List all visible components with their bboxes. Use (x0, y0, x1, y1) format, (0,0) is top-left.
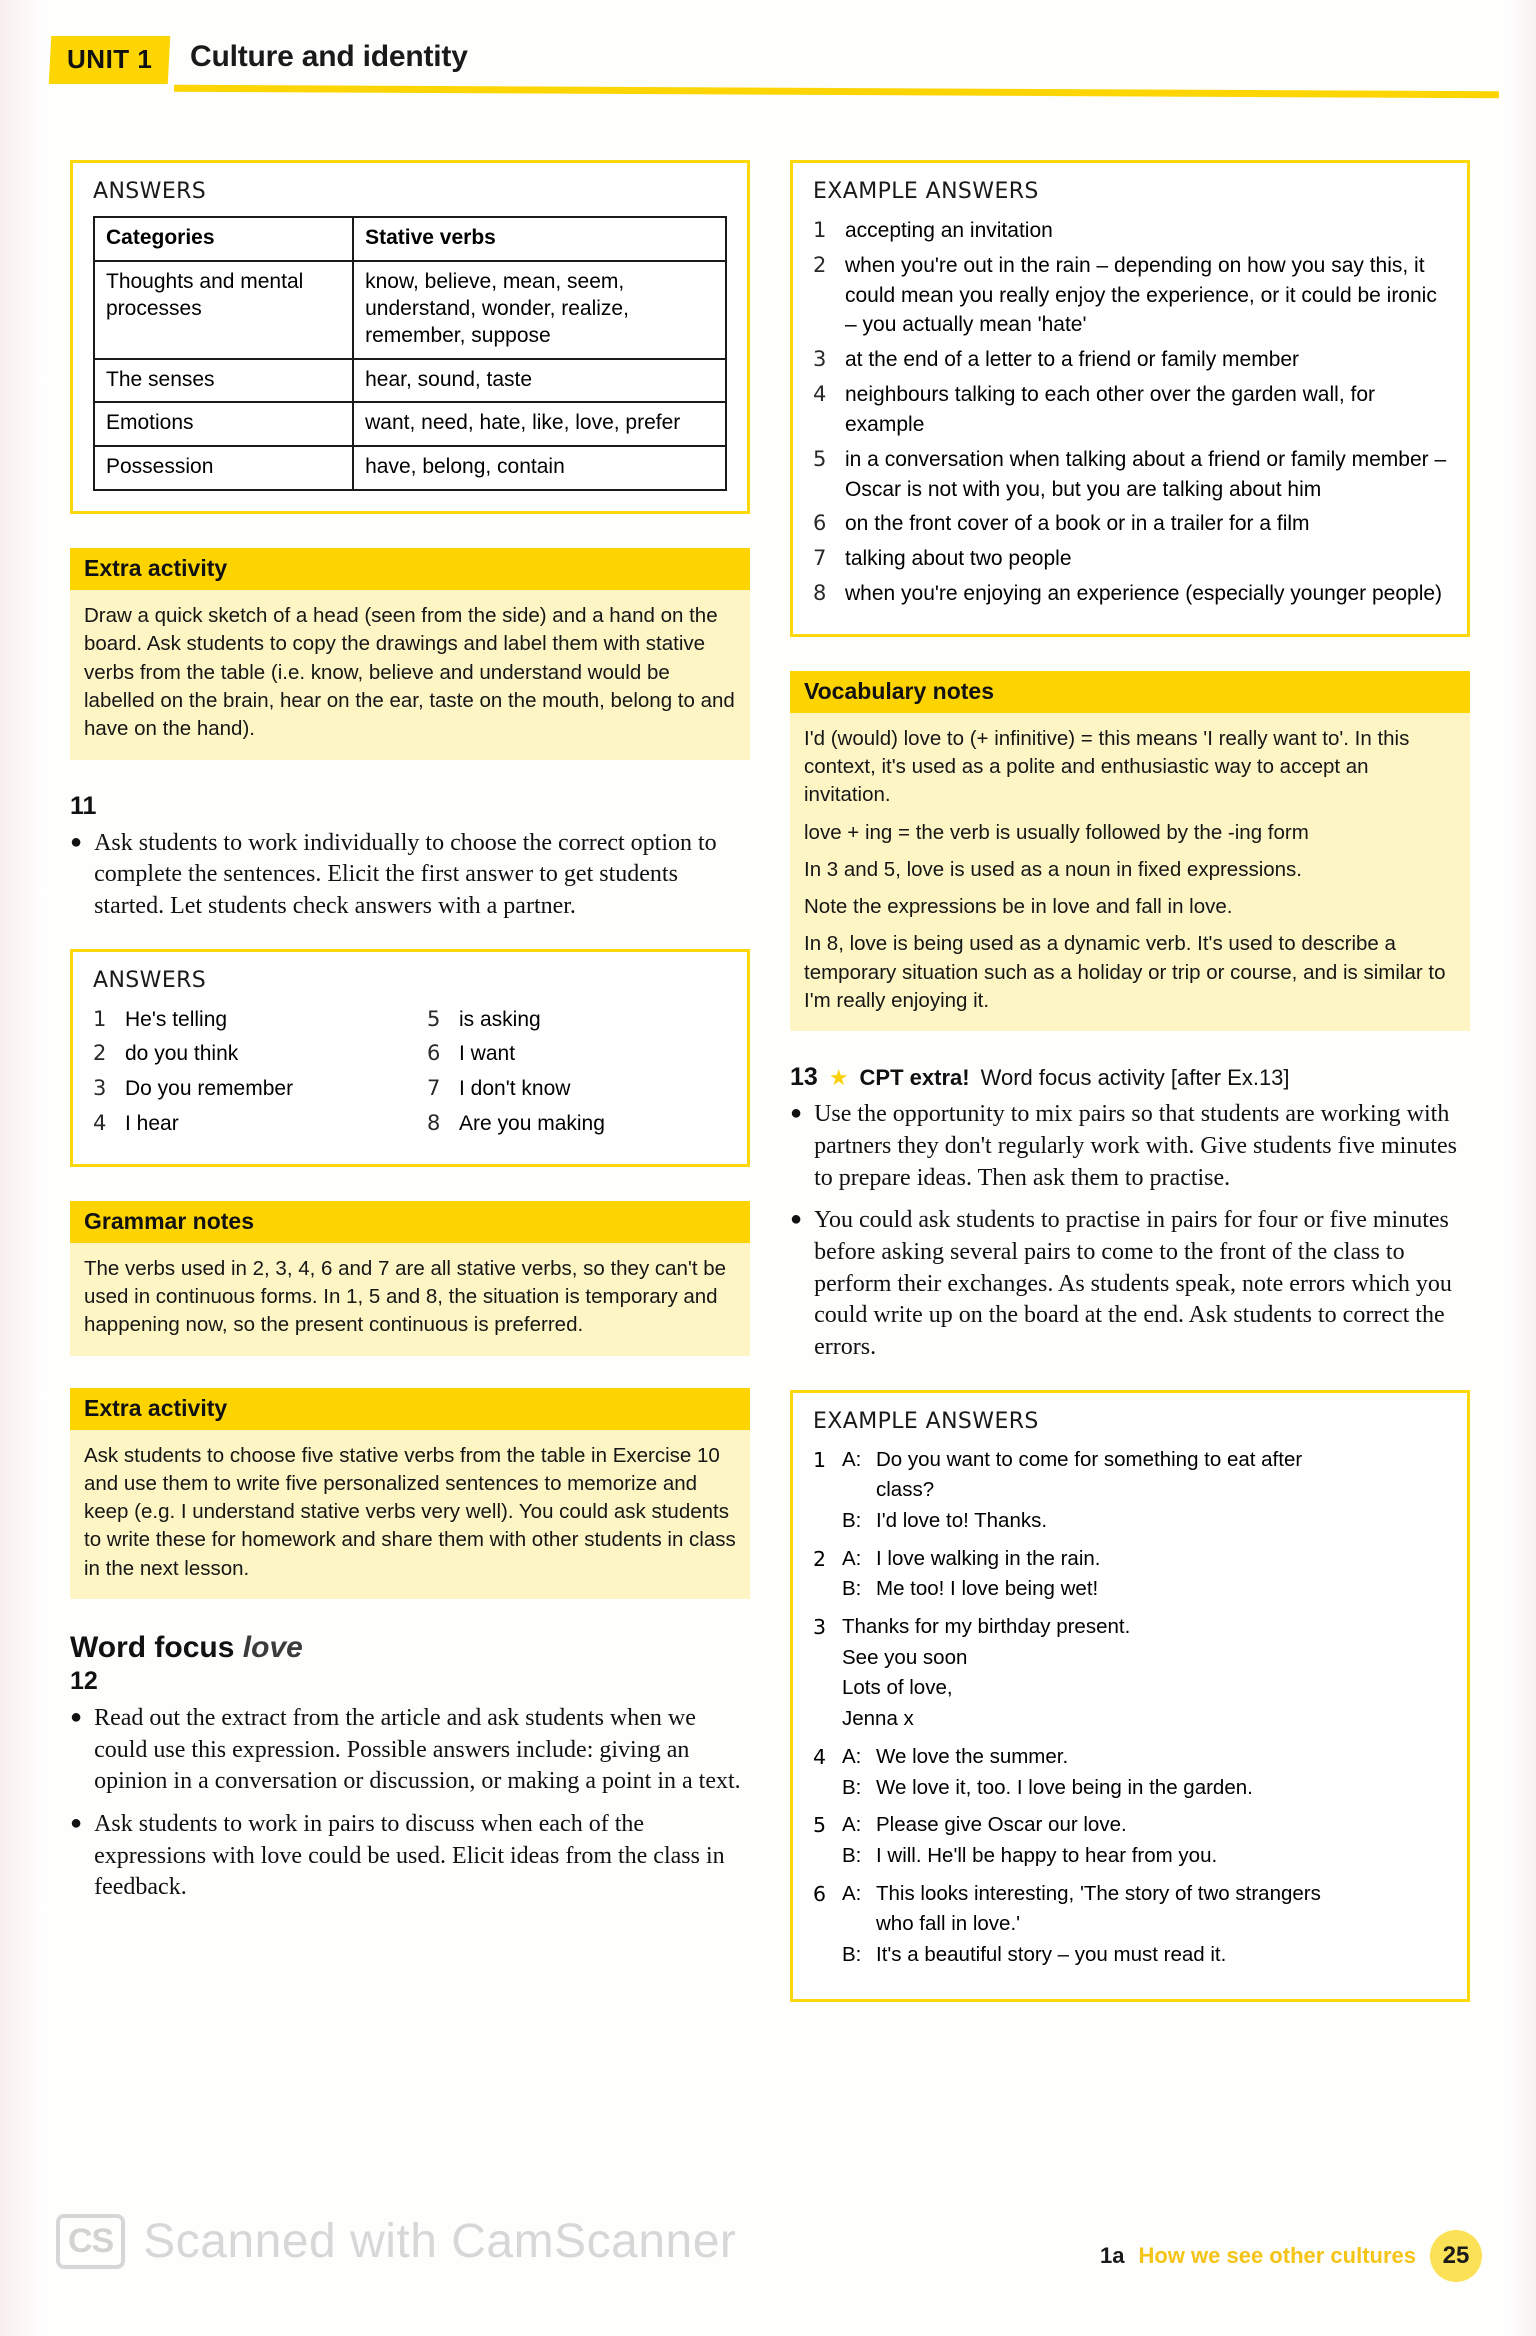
dialogue-line (842, 1705, 1447, 1734)
speaker-label: A: (842, 1447, 862, 1471)
exercise-12-bullets (70, 1703, 750, 1904)
column-header-stative-verbs: Stative verbs (353, 217, 726, 261)
bullet-text: Use the opportunity to mix pairs so that students are working with partners they don't regularly work with. Give students five minutes to prepare ideas. Then ask them to practise. (814, 1101, 1457, 1191)
vocabulary-notes-box (790, 671, 1470, 1032)
speaker-text: See you soon (842, 1645, 968, 1669)
dialogue-line (842, 1674, 1447, 1703)
answer-text: at the end of a letter to a friend or family member (845, 348, 1300, 372)
header-divider-rule (174, 85, 1499, 98)
exercise-11-bullets (70, 828, 750, 923)
vocabulary-notes-heading: Vocabulary notes (790, 671, 1470, 713)
speaker-text: Thanks for my birthday present. (842, 1615, 1131, 1639)
dialogue-line (842, 1507, 1447, 1536)
speaker-label: A: (842, 1546, 862, 1570)
table-row (94, 261, 726, 359)
answer-text: when you're out in the rain – depending on how you say this, it could mean you really enjoy the experience, or it could be ironic – you actually mean 'hate' (845, 253, 1437, 337)
answers-11-title: ANSWERS (93, 967, 207, 993)
vocabulary-note-paragraph: In 8, love is being used as a dynamic verb. It's used to describe a temporary situation such as a holiday or trip or course, and is similar to I'm really enjoying it. (804, 932, 1446, 1012)
extra-activity-body (70, 590, 750, 759)
answer-text: on the front cover of a book or in a trailer for a film (845, 512, 1310, 536)
answer-text: is asking (459, 1007, 541, 1031)
dialogue-line-continuation (842, 1910, 1447, 1939)
speaker-text: I will. He'll be happy to hear from you. (876, 1843, 1218, 1867)
cell-verbs: hear, sound, taste (353, 359, 726, 403)
page-title: Culture and identity (190, 40, 468, 73)
answer-number: 1 (93, 1006, 107, 1031)
table-row (94, 446, 726, 490)
list-item (790, 1205, 1470, 1363)
answer-text: when you're enjoying an experience (especially younger people) (845, 581, 1443, 605)
speaker-text: Do you want to come for something to eat after (876, 1447, 1303, 1471)
answers-11-col-1 (93, 1005, 393, 1144)
answer-text: in a conversation when talking about a friend or family member – Oscar is not with you, but you are talking about him (845, 447, 1447, 501)
left-column (70, 160, 750, 1930)
speaker-label: A: (842, 1744, 862, 1768)
speaker-text: I'd love to! Thanks. (876, 1509, 1048, 1533)
answer-number: 5 (813, 446, 827, 471)
dialogue-lines (842, 1446, 1447, 1538)
exercise-12-number: 12 (70, 1667, 98, 1696)
dialogue-line (842, 1811, 1447, 1840)
page-right-edge-shadow (1506, 0, 1536, 2336)
page-number-badge: 25 (1430, 2230, 1482, 2282)
dialogue-line (842, 1545, 1447, 1574)
grammar-notes-box (70, 1201, 750, 1356)
list-item (93, 1074, 393, 1104)
extra-activity-heading: Extra activity (70, 548, 750, 590)
cell-category: Possession (94, 446, 353, 490)
dialogue-line (842, 1880, 1447, 1909)
list-item (813, 345, 1447, 375)
list-item (813, 1545, 1447, 1606)
answer-text: do you think (125, 1042, 239, 1066)
answer-text: I don't know (459, 1077, 571, 1101)
answer-number: 4 (813, 1744, 827, 1769)
dialogue-line (842, 1941, 1447, 1970)
grammar-notes-body (70, 1243, 750, 1356)
list-item (813, 1446, 1447, 1538)
example-answers-top-list (813, 216, 1447, 609)
speaker-label: B: (842, 1775, 862, 1799)
speaker-text: Me too! I love being wet! (876, 1577, 1099, 1601)
bullet-dot-icon: ● (790, 1208, 803, 1231)
speaker-label: A: (842, 1813, 862, 1837)
answer-text: Do you remember (125, 1077, 294, 1101)
table-row (94, 359, 726, 403)
grammar-notes-text: The verbs used in 2, 3, 4, 6 and 7 are all stative verbs, so they can't be used in continuous forms. In 1, 5 and 8, the situation is temporary and happening now, so the present continuous is preferred. (84, 1256, 727, 1337)
example-answers-top-box (790, 160, 1470, 637)
speaker-text: I love walking in the rain. (876, 1546, 1101, 1570)
answer-number: 1 (813, 1447, 827, 1472)
list-item (70, 1703, 750, 1798)
answer-number: 2 (813, 1546, 827, 1571)
cell-category: The senses (94, 359, 353, 403)
dialogue-line (842, 1575, 1447, 1604)
extra-activity-body (70, 1430, 750, 1599)
answer-number: 6 (813, 511, 827, 536)
answer-number: 3 (93, 1076, 107, 1101)
list-item (427, 1109, 727, 1139)
answer-text: accepting an invitation (845, 219, 1053, 242)
list-item (813, 544, 1447, 574)
example-answers-dialogue-list (813, 1446, 1447, 1972)
extra-activity-box-2 (70, 1388, 750, 1599)
word-focus-label: Word focus (70, 1631, 235, 1665)
speaker-text: It's a beautiful story – you must read it. (876, 1942, 1227, 1966)
answer-number: 6 (813, 1881, 827, 1906)
answer-text: I hear (125, 1111, 179, 1135)
unit-badge-label: UNIT 1 (67, 44, 153, 74)
exercise-13-heading (790, 1063, 1470, 1092)
extra-activity-text: Draw a quick sketch of a head (seen from the side) and a hand on the board. Ask students to copy the drawings and label them with stative verbs from the table (i.e. know, believe and understand would be labelled on the brain, hear on the ear, taste on the mouth, belong to and have on the hand). (84, 604, 735, 741)
bullet-dot-icon: ● (70, 1812, 83, 1835)
answer-number: 5 (427, 1006, 441, 1031)
answer-text: Are you making (459, 1111, 605, 1135)
footer-lesson-title: How we see other cultures (1138, 2243, 1416, 2268)
speaker-label: B: (842, 1577, 862, 1601)
vocabulary-notes-body (790, 713, 1470, 1032)
exercise-11-number: 11 (70, 791, 97, 820)
word-focus-heading (70, 1631, 750, 1665)
answer-text: talking about two people (845, 547, 1072, 571)
bullet-dot-icon: ● (790, 1102, 803, 1125)
cpt-extra-description: Word focus activity [after Ex.13] (980, 1065, 1290, 1091)
answers-table-box (70, 160, 750, 514)
answers-11-col-2 (427, 1005, 727, 1144)
answer-text: I want (459, 1042, 516, 1066)
example-answers-title: EXAMPLE ANSWERS (813, 179, 1039, 204)
bullet-text: You could ask students to practise in pairs for four or five minutes before asking several pairs to come to the front of the class to perform their exchanges. As students speak, note errors which you could write up on the board at the end. Ask students to correct the errors. (814, 1207, 1452, 1360)
camscanner-badge-icon: CS (56, 2214, 125, 2269)
dialogue-line (842, 1644, 1447, 1673)
dialogue-line-continuation (842, 1476, 1447, 1505)
exercise-13-block (790, 1063, 1470, 1363)
right-column (790, 160, 1470, 2036)
bullet-text: Ask students to work individually to choose the correct option to complete the sentences. Elicit the first answer to get students started. Let students check answers with a partner. (94, 829, 717, 919)
list-item (93, 1109, 393, 1139)
list-item (813, 1811, 1447, 1872)
page-left-edge-shadow (0, 0, 46, 2336)
list-item (93, 1039, 393, 1069)
list-item (813, 251, 1447, 340)
example-answers-title: EXAMPLE ANSWERS (813, 1408, 1039, 1434)
speaker-text: This looks interesting, 'The story of two strangers (876, 1881, 1321, 1905)
answer-number: 1 (813, 218, 827, 242)
word-focus-word: love (242, 1631, 303, 1665)
table-header-row (94, 217, 726, 261)
bullet-dot-icon: ● (70, 1706, 83, 1729)
answers-11-columns (93, 1005, 727, 1144)
answer-number: 3 (813, 347, 827, 372)
cell-verbs: know, believe, mean, seem, understand, wonder, realize, remember, suppose (353, 261, 726, 359)
speaker-label: B: (842, 1942, 862, 1966)
answers-11-box (70, 949, 750, 1167)
answer-number: 3 (813, 1615, 827, 1640)
example-answers-bottom-box (790, 1390, 1470, 2002)
exercise-11-block (70, 792, 750, 923)
list-item (813, 1880, 1447, 1972)
list-item (813, 445, 1447, 505)
speaker-label: A: (842, 1881, 862, 1905)
dialogue-lines (842, 1545, 1447, 1606)
extra-activity-heading: Extra activity (70, 1388, 750, 1430)
vocabulary-note-paragraph: love + ing = the verb is usually followed by the -ing form (804, 820, 1309, 844)
list-item (427, 1039, 727, 1069)
bullet-text: Ask students to work in pairs to discuss when each of the expressions with love could be used. Elicit ideas from the class in feedback. (94, 1811, 725, 1901)
list-item (93, 1005, 393, 1035)
speaker-text: We love it, too. I love being in the garden. (876, 1775, 1253, 1799)
dialogue-lines (842, 1880, 1447, 1972)
answer-number: 2 (93, 1041, 107, 1066)
column-header-categories: Categories (94, 217, 353, 261)
speaker-text: class? (876, 1478, 935, 1502)
list-item (813, 380, 1447, 440)
cell-verbs: have, belong, contain (353, 446, 726, 490)
speaker-text: Please give Oscar our love. (876, 1813, 1127, 1837)
list-item (813, 509, 1447, 539)
list-item (813, 1613, 1447, 1736)
answer-number: 4 (93, 1110, 107, 1135)
dialogue-lines (842, 1613, 1447, 1736)
list-item (813, 579, 1447, 609)
dialogue-lines (842, 1743, 1447, 1804)
dialogue-line (842, 1774, 1447, 1803)
exercise-13-number: 13 (790, 1063, 818, 1092)
exercise-12-block (70, 1667, 750, 1904)
page-header (50, 36, 1450, 98)
answer-number: 8 (427, 1110, 441, 1135)
speaker-text: Jenna x (842, 1707, 914, 1731)
answer-text: He's telling (125, 1007, 228, 1031)
answer-number: 5 (813, 1813, 827, 1838)
answer-number: 2 (813, 252, 827, 277)
answer-number: 7 (813, 546, 827, 571)
cell-category: Thoughts and mental processes (94, 261, 353, 359)
list-item (813, 216, 1447, 246)
cpt-extra-label: CPT extra! (859, 1065, 970, 1091)
speaker-text: Lots of love, (842, 1676, 953, 1700)
answer-number: 6 (427, 1041, 441, 1066)
speaker-text: who fall in love.' (876, 1912, 1021, 1936)
dialogue-line (842, 1842, 1447, 1871)
bullet-dot-icon: ● (70, 830, 83, 853)
speaker-label: B: (842, 1843, 862, 1867)
answer-number: 7 (427, 1076, 441, 1101)
cell-category: Emotions (94, 402, 353, 446)
grammar-notes-heading: Grammar notes (70, 1201, 750, 1243)
cell-verbs: want, need, hate, like, love, prefer (353, 402, 726, 446)
list-item (427, 1074, 727, 1104)
vocabulary-note-paragraph: Note the expressions be in love and fall in love. (804, 895, 1233, 919)
footer-unit-ref: 1a (1099, 2243, 1125, 2268)
table-row (94, 402, 726, 446)
dialogue-line (842, 1743, 1447, 1772)
camscanner-watermark-text: Scanned with CamScanner (143, 2215, 737, 2268)
list-item (70, 828, 750, 923)
exercise-13-bullets (790, 1099, 1470, 1363)
footer-right-group (1100, 2230, 1482, 2282)
stative-verbs-table (93, 216, 727, 491)
list-item (813, 1743, 1447, 1804)
bullet-text: Read out the extract from the article and ask students when we could use this expression. Possible answers include: giving an opinion in a conversation or discussion, or making a point in a text. (94, 1705, 741, 1795)
dialogue-line (842, 1446, 1447, 1475)
list-item (70, 1809, 750, 1904)
camscanner-watermark (56, 2214, 736, 2269)
answer-number: 8 (813, 580, 827, 605)
vocabulary-note-paragraph: I'd (would) love to (+ infinitive) = this means 'I really want to'. In this context, it's used as a polite and enthusiastic way to accept an invitation. (804, 726, 1410, 807)
dialogue-line (842, 1613, 1447, 1642)
star-icon: ★ (828, 1065, 849, 1091)
unit-badge (49, 36, 171, 84)
list-item (790, 1099, 1470, 1194)
page-footer (0, 2204, 1536, 2294)
extra-activity-box-1 (70, 548, 750, 759)
extra-activity-text: Ask students to choose five stative verbs from the table in Exercise 10 and use them to write five personalized sentences to memorize and keep (e.g. I understand stative verbs very well). You could ask students to write these for homework and share them with other students in class in the next lesson. (84, 1443, 736, 1580)
answer-number: 4 (813, 382, 827, 407)
speaker-label: B: (842, 1509, 862, 1533)
answer-text: neighbours talking to each other over the garden wall, for example (845, 383, 1375, 436)
answers-box-title: ANSWERS (93, 179, 207, 204)
list-item (427, 1005, 727, 1035)
dialogue-lines (842, 1811, 1447, 1872)
speaker-text: We love the summer. (876, 1744, 1069, 1768)
vocabulary-note-paragraph: In 3 and 5, love is used as a noun in fixed expressions. (804, 857, 1303, 881)
